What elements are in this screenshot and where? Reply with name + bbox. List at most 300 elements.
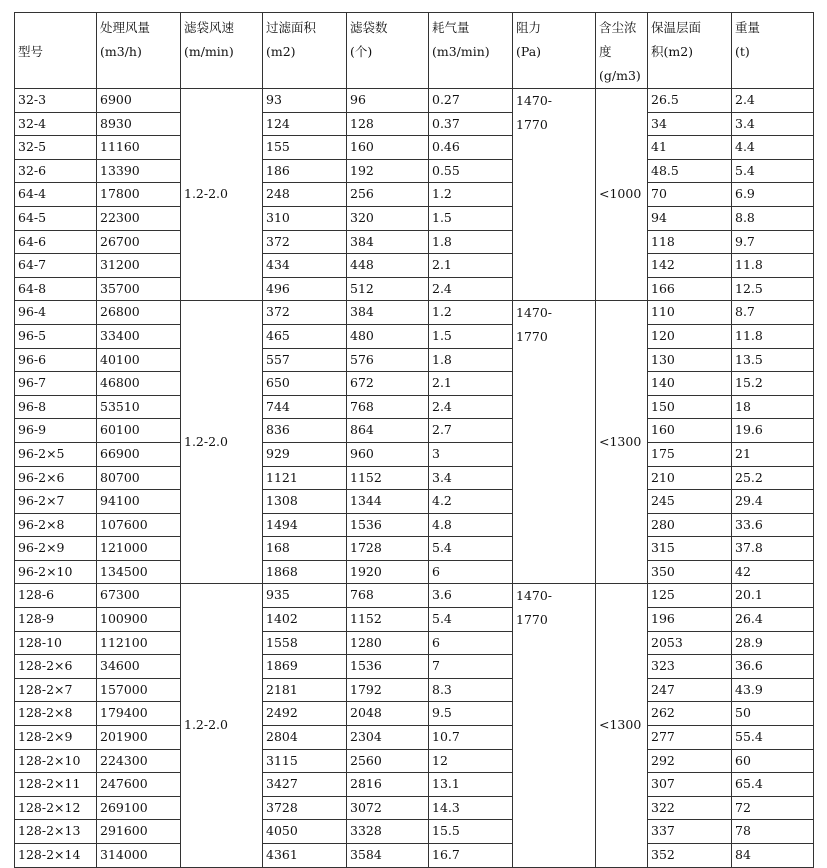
cell-filter-area: 465 <box>263 324 347 348</box>
cell-filter-area: 372 <box>263 301 347 325</box>
header-weight <box>732 13 814 89</box>
cell-model: 96-2×8 <box>15 513 97 537</box>
cell-insulation-area: 2053 <box>648 631 732 655</box>
cell-air-use: 6 <box>429 631 513 655</box>
cell-model: 96-2×10 <box>15 560 97 584</box>
cell-model: 32-3 <box>15 89 97 113</box>
table-row <box>15 726 814 750</box>
header-row <box>15 13 814 89</box>
cell-air-use: 7 <box>429 655 513 679</box>
cell-insulation-area: 125 <box>648 584 732 608</box>
cell-bag-count: 960 <box>347 442 429 466</box>
cell-bag-count: 3072 <box>347 796 429 820</box>
header-line: 保温层面 <box>651 20 702 35</box>
resistance-line: 1470- <box>516 93 553 108</box>
cell-filter-area: 1121 <box>263 466 347 490</box>
cell-weight: 55.4 <box>732 726 814 750</box>
cell-insulation-area: 350 <box>648 560 732 584</box>
cell-air-use: 2.4 <box>429 277 513 301</box>
header-line: (t) <box>735 44 750 59</box>
cell-filter-area: 2181 <box>263 678 347 702</box>
cell-insulation-area: 140 <box>648 372 732 396</box>
cell-bag-count: 96 <box>347 89 429 113</box>
cell-filter-area: 1869 <box>263 655 347 679</box>
cell-insulation-area: 280 <box>648 513 732 537</box>
cell-airflow: 247600 <box>97 773 181 797</box>
cell-bag-count: 1792 <box>347 678 429 702</box>
cell-model: 128-2×12 <box>15 796 97 820</box>
cell-model: 128-2×11 <box>15 773 97 797</box>
cell-insulation-area: 315 <box>648 537 732 561</box>
cell-bag-count: 192 <box>347 159 429 183</box>
table-row <box>15 136 814 160</box>
table-row <box>15 796 814 820</box>
cell-weight: 6.9 <box>732 183 814 207</box>
cell-bag-count: 512 <box>347 277 429 301</box>
cell-airflow: 67300 <box>97 584 181 608</box>
cell-air-use: 2.7 <box>429 419 513 443</box>
table-row <box>15 749 814 773</box>
cell-model: 128-2×13 <box>15 820 97 844</box>
cell-bag-count: 384 <box>347 301 429 325</box>
cell-insulation-area: 150 <box>648 395 732 419</box>
cell-airflow: 291600 <box>97 820 181 844</box>
cell-bag-count: 384 <box>347 230 429 254</box>
cell-filter-area: 186 <box>263 159 347 183</box>
cell-airflow: 53510 <box>97 395 181 419</box>
table-row <box>15 560 814 584</box>
cell-model: 128-6 <box>15 584 97 608</box>
cell-air-use: 14.3 <box>429 796 513 820</box>
cell-filter-area: 496 <box>263 277 347 301</box>
cell-filter-area: 935 <box>263 584 347 608</box>
cell-airflow: 80700 <box>97 466 181 490</box>
table-row <box>15 348 814 372</box>
cell-airflow: 157000 <box>97 678 181 702</box>
cell-airflow: 112100 <box>97 631 181 655</box>
cell-speed: 1.2-2.0 <box>181 301 263 584</box>
header-line: 过滤面积 <box>266 20 317 35</box>
cell-weight: 19.6 <box>732 419 814 443</box>
cell-filter-area: 1494 <box>263 513 347 537</box>
cell-air-use: 2.1 <box>429 254 513 278</box>
cell-insulation-area: 120 <box>648 324 732 348</box>
cell-bag-count: 256 <box>347 183 429 207</box>
table-row <box>15 324 814 348</box>
cell-bag-count: 1728 <box>347 537 429 561</box>
cell-weight: 15.2 <box>732 372 814 396</box>
cell-weight: 5.4 <box>732 159 814 183</box>
cell-insulation-area: 196 <box>648 608 732 632</box>
cell-bag-count: 480 <box>347 324 429 348</box>
cell-weight: 9.7 <box>732 230 814 254</box>
cell-weight: 78 <box>732 820 814 844</box>
cell-filter-area: 372 <box>263 230 347 254</box>
cell-model: 64-5 <box>15 206 97 230</box>
cell-bag-count: 1536 <box>347 655 429 679</box>
header-line: (m/min) <box>184 44 234 59</box>
cell-filter-area: 744 <box>263 395 347 419</box>
resistance-line: 1470- <box>516 305 553 321</box>
cell-filter-area: 434 <box>263 254 347 278</box>
cell-airflow: 40100 <box>97 348 181 372</box>
cell-airflow: 31200 <box>97 254 181 278</box>
cell-model: 64-6 <box>15 230 97 254</box>
cell-filter-area: 929 <box>263 442 347 466</box>
cell-filter-area: 124 <box>263 112 347 136</box>
cell-weight: 37.8 <box>732 537 814 561</box>
cell-model: 64-4 <box>15 183 97 207</box>
cell-model: 96-6 <box>15 348 97 372</box>
cell-filter-area: 4050 <box>263 820 347 844</box>
cell-airflow: 17800 <box>97 183 181 207</box>
header-line: (m3/min) <box>432 44 490 59</box>
cell-filter-area: 93 <box>263 89 347 113</box>
cell-air-use: 2.1 <box>429 372 513 396</box>
cell-insulation-area: 48.5 <box>648 159 732 183</box>
cell-air-use: 3.4 <box>429 466 513 490</box>
cell-speed: 1.2-2.0 <box>181 89 263 301</box>
cell-model: 96-7 <box>15 372 97 396</box>
cell-airflow: 34600 <box>97 655 181 679</box>
cell-speed: 1.2-2.0 <box>181 584 263 867</box>
table-row <box>15 773 814 797</box>
cell-air-use: 8.3 <box>429 678 513 702</box>
cell-model: 128-2×7 <box>15 678 97 702</box>
cell-bag-count: 1152 <box>347 466 429 490</box>
cell-air-use: 16.7 <box>429 844 513 868</box>
cell-weight: 28.9 <box>732 631 814 655</box>
table-row <box>15 206 814 230</box>
cell-airflow: 26800 <box>97 301 181 325</box>
table-row <box>15 584 814 608</box>
header-line: (个) <box>350 44 373 59</box>
cell-bag-count: 1536 <box>347 513 429 537</box>
spec-table <box>14 12 814 868</box>
header-line: 含尘浓 <box>599 20 637 35</box>
cell-weight: 36.6 <box>732 655 814 679</box>
cell-insulation-area: 142 <box>648 254 732 278</box>
cell-airflow: 35700 <box>97 277 181 301</box>
cell-weight: 4.4 <box>732 136 814 160</box>
cell-dust-concentration: <1000 <box>596 89 648 301</box>
cell-filter-area: 310 <box>263 206 347 230</box>
header-speed <box>181 13 263 89</box>
cell-insulation-area: 70 <box>648 183 732 207</box>
resistance-line: 1770 <box>516 117 548 132</box>
cell-weight: 21 <box>732 442 814 466</box>
cell-weight: 13.5 <box>732 348 814 372</box>
header-line: (g/m3) <box>599 68 641 83</box>
cell-model: 128-2×8 <box>15 702 97 726</box>
cell-bag-count: 768 <box>347 584 429 608</box>
cell-filter-area: 557 <box>263 348 347 372</box>
cell-weight: 33.6 <box>732 513 814 537</box>
cell-model: 32-5 <box>15 136 97 160</box>
header-filter-area <box>263 13 347 89</box>
cell-model: 128-2×6 <box>15 655 97 679</box>
cell-insulation-area: 307 <box>648 773 732 797</box>
cell-weight: 42 <box>732 560 814 584</box>
cell-air-use: 0.46 <box>429 136 513 160</box>
cell-insulation-area: 262 <box>648 702 732 726</box>
table-row <box>15 112 814 136</box>
cell-airflow: 33400 <box>97 324 181 348</box>
cell-filter-area: 3728 <box>263 796 347 820</box>
cell-air-use: 3.6 <box>429 584 513 608</box>
cell-weight: 84 <box>732 844 814 868</box>
cell-filter-area: 3115 <box>263 749 347 773</box>
table-row <box>15 513 814 537</box>
cell-insulation-area: 34 <box>648 112 732 136</box>
cell-insulation-area: 323 <box>648 655 732 679</box>
cell-weight: 20.1 <box>732 584 814 608</box>
cell-bag-count: 768 <box>347 395 429 419</box>
header-line: 处理风量 <box>100 20 151 35</box>
cell-airflow: 94100 <box>97 490 181 514</box>
cell-filter-area: 1868 <box>263 560 347 584</box>
cell-airflow: 269100 <box>97 796 181 820</box>
cell-bag-count: 1920 <box>347 560 429 584</box>
cell-insulation-area: 292 <box>648 749 732 773</box>
cell-airflow: 107600 <box>97 513 181 537</box>
cell-insulation-area: 210 <box>648 466 732 490</box>
cell-air-use: 1.2 <box>429 301 513 325</box>
table-row <box>15 159 814 183</box>
cell-airflow: 60100 <box>97 419 181 443</box>
cell-air-use: 0.55 <box>429 159 513 183</box>
cell-weight: 72 <box>732 796 814 820</box>
header-line: (m2) <box>266 44 296 59</box>
cell-filter-area: 650 <box>263 372 347 396</box>
cell-insulation-area: 337 <box>648 820 732 844</box>
cell-filter-area: 168 <box>263 537 347 561</box>
cell-filter-area: 4361 <box>263 844 347 868</box>
cell-filter-area: 248 <box>263 183 347 207</box>
header-line: 度 <box>599 44 612 59</box>
cell-insulation-area: 130 <box>648 348 732 372</box>
cell-insulation-area: 94 <box>648 206 732 230</box>
header-air-use <box>429 13 513 89</box>
cell-weight: 43.9 <box>732 678 814 702</box>
cell-bag-count: 2560 <box>347 749 429 773</box>
cell-weight: 2.4 <box>732 89 814 113</box>
cell-air-use: 4.8 <box>429 513 513 537</box>
cell-bag-count: 2304 <box>347 726 429 750</box>
cell-weight: 18 <box>732 395 814 419</box>
cell-bag-count: 672 <box>347 372 429 396</box>
cell-airflow: 134500 <box>97 560 181 584</box>
cell-insulation-area: 245 <box>648 490 732 514</box>
cell-air-use: 5.4 <box>429 537 513 561</box>
table-row <box>15 442 814 466</box>
cell-insulation-area: 247 <box>648 678 732 702</box>
cell-airflow: 13390 <box>97 159 181 183</box>
cell-model: 128-2×14 <box>15 844 97 868</box>
cell-airflow: 22300 <box>97 206 181 230</box>
cell-air-use: 0.27 <box>429 89 513 113</box>
cell-air-use: 1.8 <box>429 348 513 372</box>
cell-resistance <box>513 301 596 584</box>
cell-air-use: 1.5 <box>429 206 513 230</box>
cell-airflow: 100900 <box>97 608 181 632</box>
cell-model: 128-2×9 <box>15 726 97 750</box>
cell-insulation-area: 322 <box>648 796 732 820</box>
header-line: 滤袋数 <box>350 20 388 35</box>
cell-dust-concentration: <1300 <box>596 584 648 867</box>
header-line: (m3/h) <box>100 44 142 59</box>
cell-weight: 29.4 <box>732 490 814 514</box>
cell-air-use: 1.5 <box>429 324 513 348</box>
table-row <box>15 678 814 702</box>
cell-filter-area: 3427 <box>263 773 347 797</box>
cell-bag-count: 2048 <box>347 702 429 726</box>
table-row <box>15 608 814 632</box>
cell-bag-count: 864 <box>347 419 429 443</box>
cell-insulation-area: 110 <box>648 301 732 325</box>
table-row <box>15 254 814 278</box>
cell-filter-area: 1308 <box>263 490 347 514</box>
cell-filter-area: 1558 <box>263 631 347 655</box>
table-row <box>15 230 814 254</box>
header-line: 耗气量 <box>432 20 470 35</box>
cell-insulation-area: 175 <box>648 442 732 466</box>
table-row <box>15 631 814 655</box>
cell-model: 64-7 <box>15 254 97 278</box>
cell-model: 96-4 <box>15 301 97 325</box>
cell-bag-count: 128 <box>347 112 429 136</box>
header-line: 积(m2) <box>651 44 694 59</box>
cell-filter-area: 1402 <box>263 608 347 632</box>
cell-airflow: 26700 <box>97 230 181 254</box>
cell-filter-area: 155 <box>263 136 347 160</box>
cell-model: 96-5 <box>15 324 97 348</box>
cell-weight: 60 <box>732 749 814 773</box>
cell-insulation-area: 118 <box>648 230 732 254</box>
cell-filter-area: 2492 <box>263 702 347 726</box>
cell-weight: 3.4 <box>732 112 814 136</box>
cell-air-use: 5.4 <box>429 608 513 632</box>
cell-weight: 8.7 <box>732 301 814 325</box>
cell-bag-count: 2816 <box>347 773 429 797</box>
table-body <box>15 89 814 868</box>
cell-air-use: 9.5 <box>429 702 513 726</box>
cell-air-use: 4.2 <box>429 490 513 514</box>
cell-air-use: 6 <box>429 560 513 584</box>
cell-bag-count: 3584 <box>347 844 429 868</box>
cell-weight: 26.4 <box>732 608 814 632</box>
cell-filter-area: 836 <box>263 419 347 443</box>
cell-airflow: 6900 <box>97 89 181 113</box>
cell-weight: 8.8 <box>732 206 814 230</box>
table-row <box>15 702 814 726</box>
header-airflow <box>97 13 181 89</box>
cell-filter-area: 2804 <box>263 726 347 750</box>
cell-model: 96-2×9 <box>15 537 97 561</box>
cell-air-use: 15.5 <box>429 820 513 844</box>
cell-airflow: 201900 <box>97 726 181 750</box>
table-row <box>15 301 814 325</box>
header-line: 阻力 <box>516 20 542 35</box>
resistance-line: 1770 <box>516 329 548 345</box>
table-row <box>15 419 814 443</box>
header-insulation-area <box>648 13 732 89</box>
cell-bag-count: 1344 <box>347 490 429 514</box>
cell-insulation-area: 41 <box>648 136 732 160</box>
table-row <box>15 277 814 301</box>
cell-resistance <box>513 584 596 867</box>
cell-airflow: 66900 <box>97 442 181 466</box>
header-line: (Pa) <box>516 44 542 59</box>
table-row <box>15 820 814 844</box>
cell-dust-concentration: <1300 <box>596 301 648 584</box>
header-resistance <box>513 13 596 89</box>
cell-weight: 11.8 <box>732 324 814 348</box>
table-row <box>15 372 814 396</box>
cell-bag-count: 1152 <box>347 608 429 632</box>
cell-airflow: 11160 <box>97 136 181 160</box>
cell-resistance <box>513 89 596 301</box>
cell-model: 128-9 <box>15 608 97 632</box>
cell-model: 128-10 <box>15 631 97 655</box>
cell-air-use: 12 <box>429 749 513 773</box>
cell-model: 96-8 <box>15 395 97 419</box>
cell-airflow: 8930 <box>97 112 181 136</box>
cell-airflow: 224300 <box>97 749 181 773</box>
resistance-line: 1770 <box>516 612 548 628</box>
cell-air-use: 13.1 <box>429 773 513 797</box>
resistance-line: 1470- <box>516 588 553 604</box>
cell-airflow: 314000 <box>97 844 181 868</box>
cell-insulation-area: 160 <box>648 419 732 443</box>
cell-model: 96-2×7 <box>15 490 97 514</box>
cell-air-use: 10.7 <box>429 726 513 750</box>
header-line: 重量 <box>735 20 761 35</box>
header-model <box>15 13 97 89</box>
cell-bag-count: 3328 <box>347 820 429 844</box>
cell-insulation-area: 166 <box>648 277 732 301</box>
table-row <box>15 89 814 113</box>
cell-airflow: 121000 <box>97 537 181 561</box>
cell-model: 128-2×10 <box>15 749 97 773</box>
cell-airflow: 46800 <box>97 372 181 396</box>
cell-weight: 50 <box>732 702 814 726</box>
cell-model: 96-2×6 <box>15 466 97 490</box>
cell-weight: 65.4 <box>732 773 814 797</box>
header-bag-count <box>347 13 429 89</box>
cell-insulation-area: 277 <box>648 726 732 750</box>
cell-air-use: 0.37 <box>429 112 513 136</box>
cell-weight: 25.2 <box>732 466 814 490</box>
table-row <box>15 490 814 514</box>
cell-airflow: 179400 <box>97 702 181 726</box>
header-dust-conc <box>596 13 648 89</box>
cell-bag-count: 320 <box>347 206 429 230</box>
cell-model: 32-4 <box>15 112 97 136</box>
cell-model: 32-6 <box>15 159 97 183</box>
cell-weight: 11.8 <box>732 254 814 278</box>
cell-bag-count: 576 <box>347 348 429 372</box>
table-row <box>15 183 814 207</box>
table-row <box>15 655 814 679</box>
cell-weight: 12.5 <box>732 277 814 301</box>
header-line: 型号 <box>18 44 44 59</box>
table-row <box>15 537 814 561</box>
cell-air-use: 3 <box>429 442 513 466</box>
cell-air-use: 1.2 <box>429 183 513 207</box>
header-line: 滤袋风速 <box>184 20 235 35</box>
cell-bag-count: 1280 <box>347 631 429 655</box>
